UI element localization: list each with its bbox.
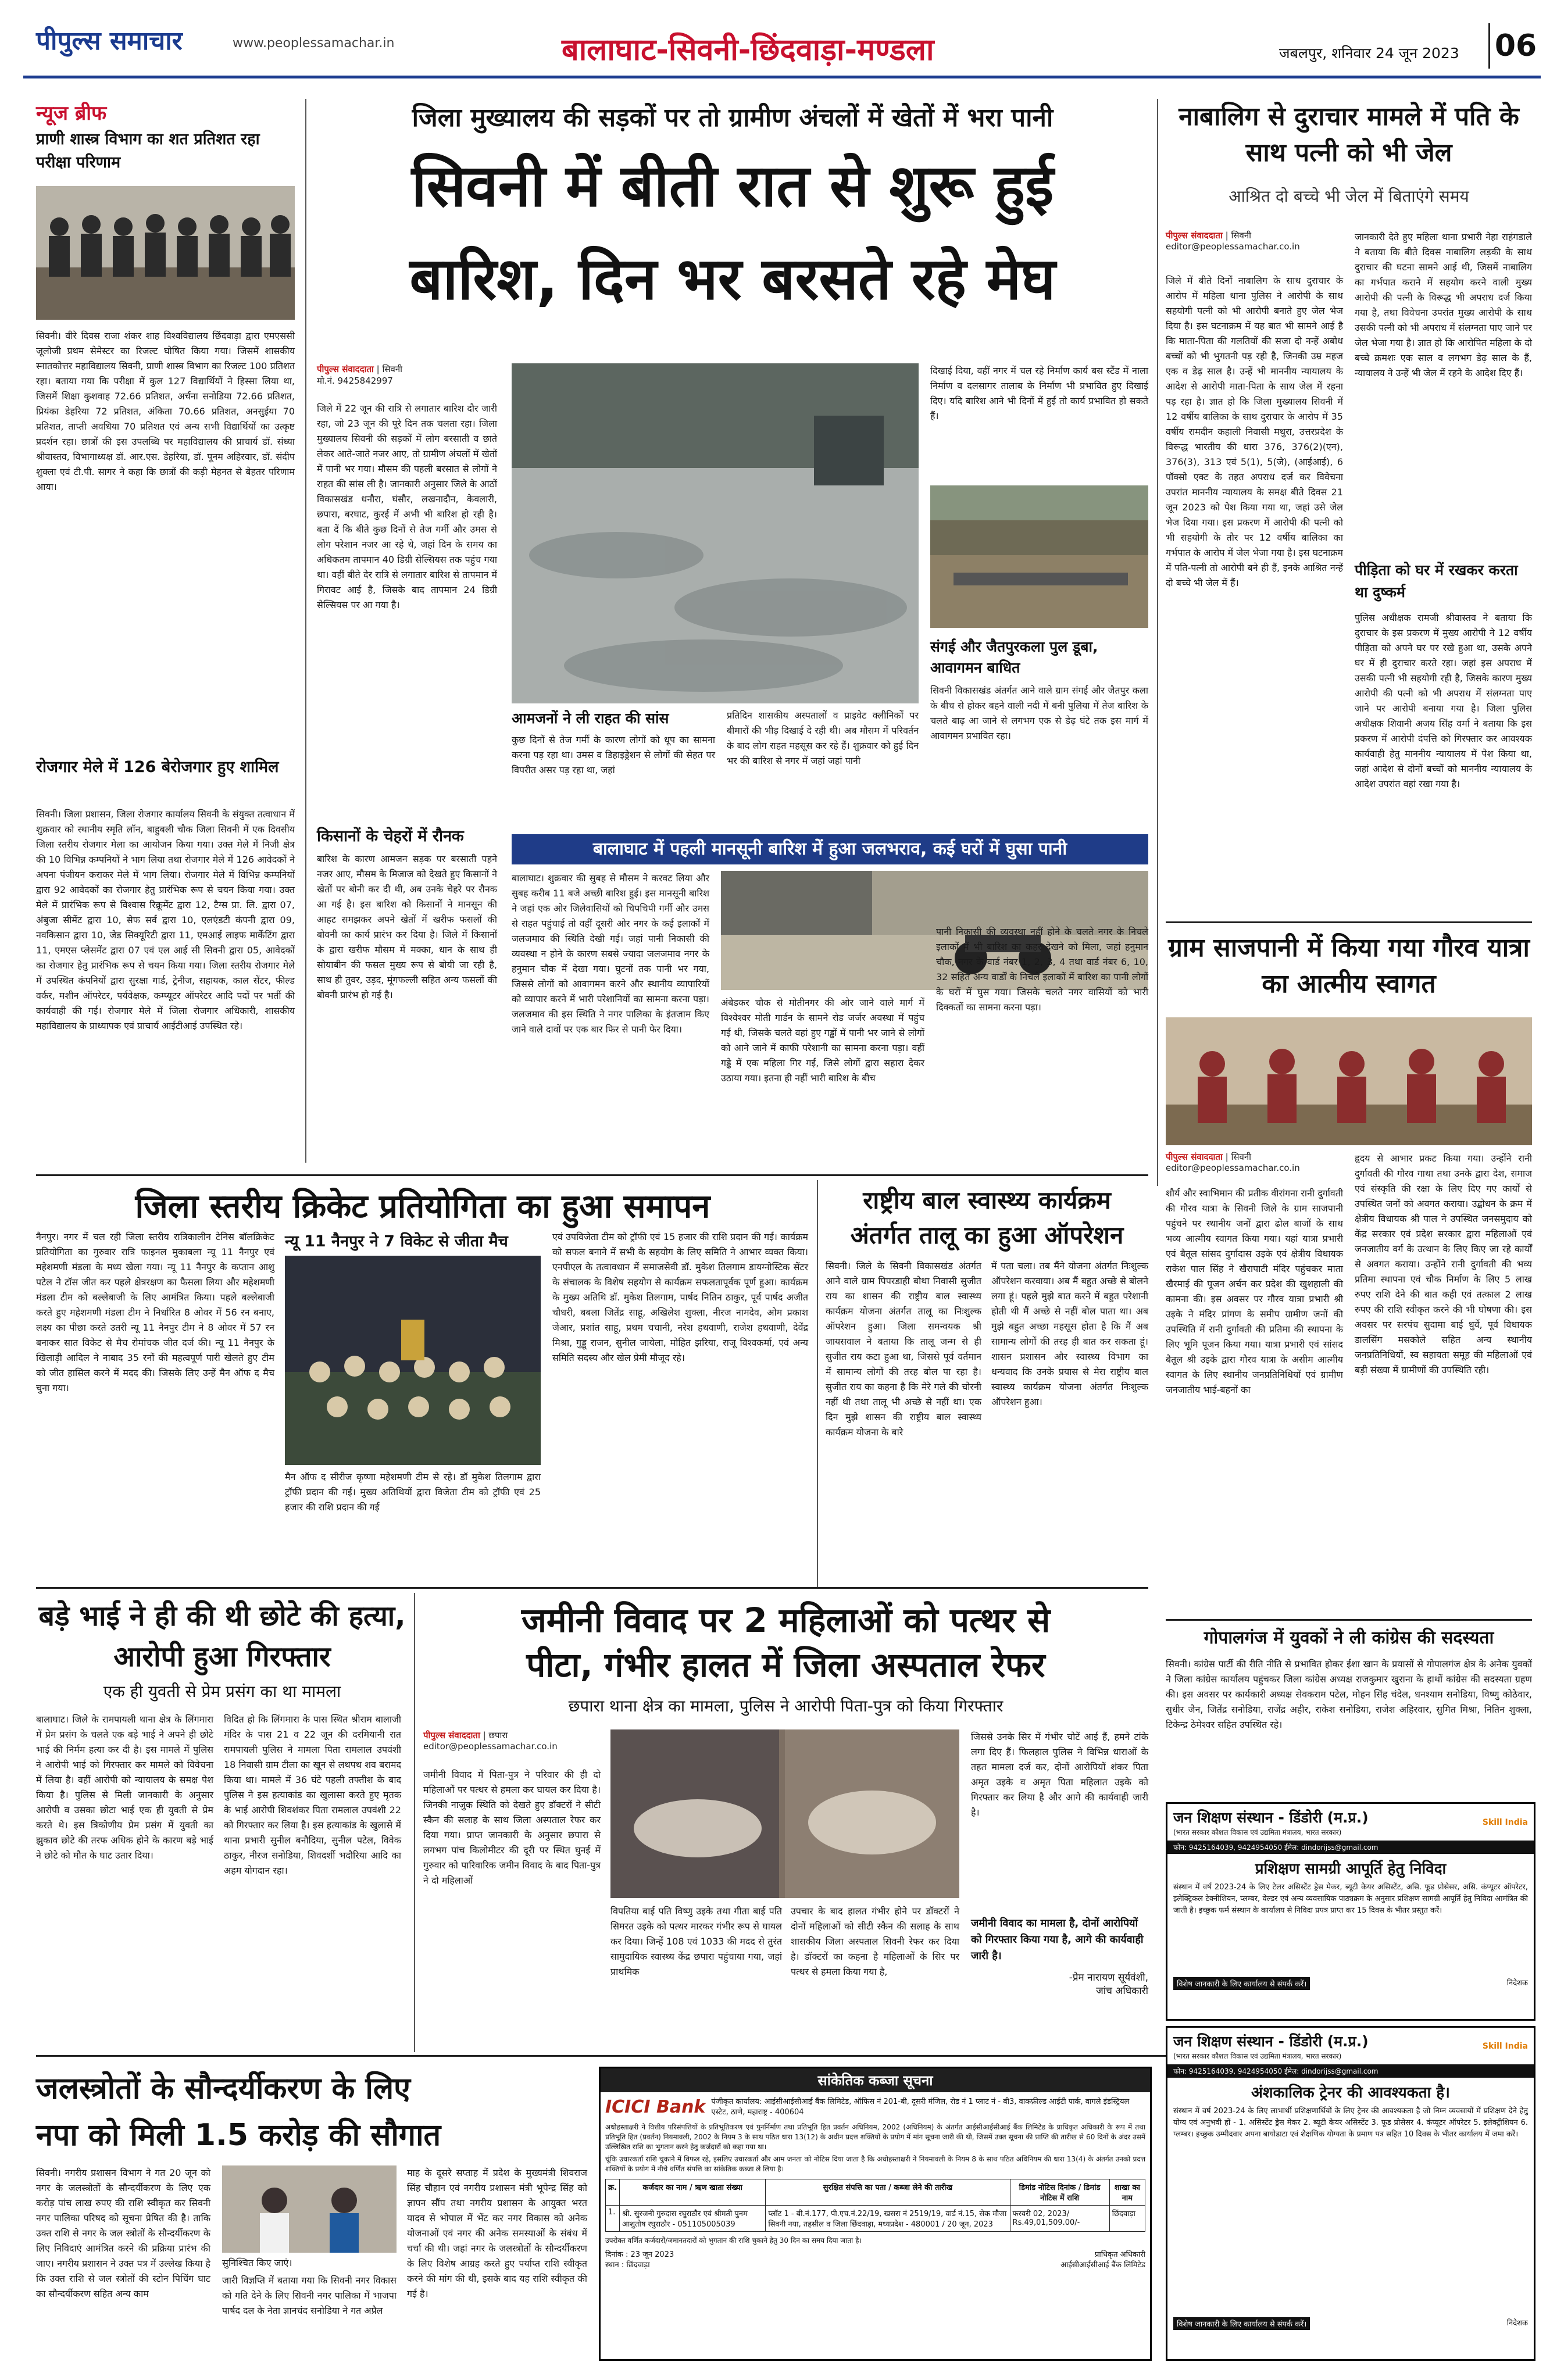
gaurav-byline: पीपुल्स संवाददाता | सिवनी editor@peoplessamachar.co.in xyxy=(1166,1152,1300,1173)
notice-td-2: प्लॉट 1 - बी.नं.177, पी.एच.नं.22/19, खसरा नं 2519/19, वार्ड नं.15, सेक मौजा सिवनी नया, तहसील व जिला छिंदवाड़ा, मध्यप्रदेश - 480001 / 20 जून, 2023 xyxy=(766,2206,1010,2232)
murder-headline: बड़े भाई ने ही की थी छोटे की हत्या, आरोपी हुआ गिरफ्तार xyxy=(38,1600,406,1673)
land-col-1: जमीनी विवाद में पिता-पुत्र ने परिवार की ही दो महिलाओं पर पत्थर से हमला कर घायल कर दिया है। जिनकी नाजुक स्थिति को देखते हुए डॉक्टरों ने सीटी स्कैन की सलाह के साथ जिला अस्पताल रेफर कर दिया गया। प्राप्त जानकारी के अनुसार छपारा से लगभग पांच किलोमीटर की दूरी पर स्थित घुनई में गुरुवार को पारिवारिक जमीन विवाद के बाद पिता-पुत्र ने दो महिलाओं xyxy=(423,1769,604,1886)
lead-side-box xyxy=(930,637,1152,805)
bal-col-1: सिवनी। जिले के सिवनी विकासखंड अंतर्गत आने वाले ग्राम पिपरडाही बोथा निवासी सुजीत राय का शासन की राष्ट्रीय बाल स्वास्थ्य कार्यक्रम योजना अंतर्गत तालू का निःशुल्क ऑपरेशन हुआ। जिला समन्वयक श्री जायसवाल ने बताया कि तालू जन्म से ही सुजीत राय कटा हुआ था, जिससे पूर्व वर्तमान में सामान्य लोगों की तरह बोल पा रहा है। सुजीत राय का कहना है कि मेरे गले की चोरनी नहीं थी तथा तालू भी अच्छे से नहीं था। एक दिन मुझे शासन की राष्ट्रीय बाल स्वास्थ्य कार्यक्रम योजना के बारे xyxy=(826,1260,985,1438)
gopalganj-headline: गोपालगंज में युवकों ने ली कांग्रेस की सदस्यता xyxy=(1204,1628,1494,1648)
brief-1-body: सिवनी। वीरे दिवस राजा शंकर शाह विश्वविद्यालय छिंदवाड़ा द्वारा एमएससी जूलोजी प्रथम सेमेस्टर का रिजल्ट घोषित किया गया। जिसमें शासकीय स्नातकोत्तर महाविद्यालय सिवनी, प्राणी शास्त्र विभाग का रिजल्ट 100 प्रतिशत रहा। बताया गया कि परीक्षा में कुल 127 विद्यार्थियों ने हिस्सा लिया था, जिसमें शिक्षा कुशवाह 72.66 प्रतिशत, अर्चना सनोडिया 72.66 प्रतिशत, प्रियंका डेहरिया 72 प्रतिशत, अंकिता 70.66 प्रतिशत, अनसुईया 70 प्रतिशत, ताप्ती अवधिया 70 प्रतिशत एवं अन्य सभी विद्यार्थियों का उत्कृष्ट प्रदर्शन रहा। छात्रों की इस उपलब्धि पर महाविद्यालय की प्राचार्य डॉ. संध्या श्रीवास्तव, विभागाध्यक्ष डॉ. आर.एस. डेहरिया, डॉ. पूनम अहिरवार, डॉ. संदीप शुक्ला एवं टी.पी. सागर ने कहा कि छात्रों की कड़ी मेहनत से बेहतर परिणाम आया। xyxy=(36,330,298,492)
ad2-footer-right: निदेशक xyxy=(1506,2319,1528,2328)
cricket-col-1: नैनपुर। नगर में चल रही जिला स्तरीय रात्रिकालीन टेनिस बॉलक्रिकेट प्रतियोगिता का गुरुवार रात्रि फाइनल मुकाबला न्यू 11 नैनपुर एवं महेशमणी मंडला के मध्य खेला गया। न्यू 11 नैनपुर के कप्तान आशु पटेल ने टॉस जीत कर पहले क्षेत्ररक्षण का फैसला लिया और महेशमणी मंडला टीम को बल्लेबाजी के लिए आमंत्रित किया। पहले बल्लेबाजी करते हुए महेशमणी मंडला टीम ने निर्धारित 8 ओवर में 56 रन बनाए, लक्ष्य का पीछा करते उतरी न्यू 11 नैनपुर टीम ने 8 ओवर में 57 रन बनाकर सात विकेट से मैच रोमांचक जीत दर्ज की। न्यू 11 नैनपुर के खिलाड़ी आदिल ने नाबाद 35 रनों की महत्वपूर्ण पारी खेलते हुए टीम को जीत हासिल करने में मदद की। जिसके लिए उन्हें मैन ऑफ द मैच चुना गया। xyxy=(36,1231,278,1393)
murder-rule xyxy=(414,1593,415,2052)
notice-td-1: श्री. सुरजनी गुरुदास रघुराठौर एवं श्रीमती पुनम आशुतोष रघुराठौर - 051105005039 xyxy=(619,2206,765,2232)
land-byline-name: पीपुल्स संवाददाता xyxy=(423,1730,480,1741)
ad2-org-sub: (भारत सरकार कौशल विकास एवं उद्यमिता मंत्रालय, भारत सरकार) xyxy=(1173,2052,1342,2060)
land-byline: पीपुल्स संवाददाता | छपारा editor@peoplessamachar.co.in xyxy=(423,1730,558,1752)
notice-sign-1: प्राधिकृत अधिकारी xyxy=(1095,2250,1145,2259)
right-top-sub-2: पीड़िता को घर में रखकर करता था दुष्कर्म xyxy=(1355,562,1518,601)
land-headline-1: जमीनी विवाद पर 2 महिलाओं को पत्थर से xyxy=(521,1600,1051,1640)
column-rule-right xyxy=(1157,99,1158,1186)
masthead xyxy=(0,0,1557,69)
balaghat-banner: बालाघाट में पहली मानसूनी बारिश में हुआ जलभराव, कई घरों में घुसा पानी xyxy=(512,834,1148,864)
notice-row xyxy=(606,2206,1145,2232)
ad2-skill-india: Skill India xyxy=(1482,2041,1528,2051)
notice-td-4: छिंदवाड़ा xyxy=(1109,2206,1145,2232)
notice-table xyxy=(605,2179,1145,2232)
right-top-headline: नाबालिग से दुराचार मामले में पति के साथ पत्नी को भी जेल xyxy=(1179,102,1519,167)
cricket-headline: जिला स्तरीय क्रिकेट प्रतियोगिता का हुआ समापन xyxy=(135,1188,710,1225)
right-top-sub: आश्रित दो बच्चे भी जेल में बिताएंगे समय xyxy=(1229,187,1469,206)
icici-logo: ICICI Bank xyxy=(605,2097,706,2117)
murder-col-2: विदित हो कि लिंगमारा के पास स्थित श्रीराम बालाजी मंदिर के पास 21 व 22 जून की दरमियानी रात रामपायली पुलिस ने मामला पिता रामलाल उपवंशी 18 निवासी ग्राम टीला का खून से लथपथ शव बरामद किया था। मामले में 36 घंटे पहली तफ्तीश के बाद पुलिस ने इस हत्याकांड का खुलासा करते हुए मृतक के भाई आरोपी शिवशंकर पिता रामलाल उपवंशी 22 को गिरफ्तार कर लिया है। इस हत्याकांड के खुलासे में थाना प्रभारी सुनील बनौदिया, सुनील पटेल, विवेक ठाकुर, नीरज सनोडिया, शिवदर्शी भदौरिया आदि का अहम योगदान रहा। xyxy=(224,1714,405,1876)
land-photo xyxy=(610,1729,959,1898)
ad2-footer-left: विशेष जानकारी के लिए कार्यालय से संपर्क करें। xyxy=(1173,2317,1310,2330)
land-email: editor@peoplessamachar.co.in xyxy=(423,1741,558,1752)
cricket-col-2: एवं उपविजेता टीम को ट्रॉफी एवं 15 हजार की राशि प्रदान की गई। कार्यक्रम को सफल बनाने में सभी के सहयोग के लिए समिति ने आभार व्यक्त किया। एनपीएल के तत्वावधान में समाजसेवी डॉ. मुकेश तिलगाम डायग्नोस्टिक सेंटर के संचालक के विशेष सहयोग से कार्यक्रम सफलतापूर्वक पूर्ण हुआ। कार्यक्रम के मुख्य अतिथि डॉ. मुकेश तिलगाम, पार्षद नितिन ठाकुर, पूर्व पार्षद अजीत चौधरी, बबला जितेंद्र साहू, अखिलेश शुक्ला, नीरज नामदेव, ओम प्रकाश जेआर, प्रशांत साहू, प्रथम चचानी, नरेश हथवाणी, राजेश हथवाणी, देवेंद्र मिश्रा, गुड्डू राजन, सुनील जायेला, मोहित झरिया, राजू विश्वकर्मा, एवं अन्य समिति सदस्य और खेल प्रेमी मौजूद रहे। xyxy=(552,1231,812,1363)
lead-byline-place: सिवनी xyxy=(382,364,403,374)
lead-mobile: मो.नं. 9425842997 xyxy=(317,376,393,386)
right-top-byline: पीपुल्स संवाददाता | सिवनी editor@peoplessamachar.co.in xyxy=(1166,230,1300,252)
jal-headline-2: नपा को मिली 1.5 करोड़ की सौगात xyxy=(36,2118,441,2153)
ad2-title: अंशकालिक ट्रेनर की आवश्यकता है। xyxy=(1251,2084,1450,2102)
ad1-skill-india: Skill India xyxy=(1482,1817,1528,1827)
balaghat-col-1: बालाघाट। शुक्रवार की सुबह से मौसम ने करवट लिया और सुबह करीब 11 बजे अच्छी बारिश हुई। इस मानसूनी बारिश ने जहां एक ओर जिलेवासियों को चिपचिपी गर्मी और उमस से राहत पहुंचाई तो वहीं दूसरी ओर नगर के कई इलाकों में जलजमाव की स्थिति देखी गई। जहां पानी निकासी की व्यवस्था न होने के कारण सबसे ज्यादा जलजमाव नगर के हनुमान चौक में देखा गया। घुटनों तक पानी भर गया, जिससे लोगों को आवागमन करने और स्थानीय व्यापारियों को व्यापार करने में भारी परेशानियों का सामना करना पड़ा। जलजमाव की इस स्थिति ने नगर पालिका के इंतजाम किए जाने वाले दावों पर एक बार फिर से पानी फेर दिया। xyxy=(512,873,713,1035)
gaurav-photo xyxy=(1166,1017,1532,1145)
notice-date: दिनांक : 23 जून 2023 xyxy=(605,2250,674,2259)
land-sub: छपारा थाना क्षेत्र का मामला, पुलिस ने आरोपी पिता-पुत्र को किया गिरफ्तार xyxy=(568,1696,1004,1716)
lead-col-1b: बारिश के कारण आमजन सड़क पर बरसाती पहने नजर आए, मौसम के मिजाज को देखते हुए किसानों ने खेतों पर बोनी कर दी थी, अब उनके चेहरे पर रौनक आ गई है। इस बारिश को किसानों ने मानसून की आहट समझकर अपने खेतों में खरीफ फसलों की बोवनी का कार्य प्रारंभ कर दिया है। जिले में किसानों के द्वारा खरीफ मौसम में मक्का, धान के साथ ही सोयाबीन की फसल मुख्य रूप से बोयी जा रही है, साथ ही तुवर, उड़द, मूंगफल्ली सहित अन्य फसलों की बोवनी प्रारंभ हो गई है। xyxy=(317,853,501,1000)
lead-photo-bridge xyxy=(930,485,1148,628)
land-col-3: जिससे उनके सिर में गंभीर चोटें आई हैं, हमने टांके लगा दिए हैं। फिलहाल पुलिस ने विभिन्न धाराओं के तहत मामला दर्ज कर, दोनों आरोपियों शंकर पिता अमृत उइके व अमृत पिता महिलात उइके को गिरफ्तार कर लिया है और आगे की कार्यवाही जारी है। xyxy=(971,1731,1152,1818)
notice-th-2: सुरक्षित संपत्ति का पता / कब्जा लेने की तारीख xyxy=(766,2179,1010,2206)
gaurav-byline-place: सिवनी xyxy=(1231,1152,1252,1162)
gaurav-byline-name: पीपुल्स संवाददाता xyxy=(1166,1152,1223,1162)
notice-title: सांकेतिक कब्जा सूचना xyxy=(601,2068,1150,2092)
ad1-text: संस्थान में वर्ष 2023-24 के लिए टेलर असिस्टेंट ड्रेस मेकर, ब्यूटी केयर असिस्टेंट, असि. फूड प्रोसेसर, असि. कंप्यूटर ऑपरेटर, इलेक्ट्रिकल टेक्नीशियन, प्लम्बर, वेल्डर एवं अन्य व्यवसायिक पाठ्यक्रम के अनुसार प्रशिक्षण सामग्री आपूर्ति हेतु निविदा आमंत्रित की जाती है। इच्छुक फर्म संस्थान के कार्यालय से निविदा प्रपत्र प्राप्त कर 15 दिवस के भीतर प्रस्तुत करें। xyxy=(1173,1883,1528,1915)
balaghat-col-3: पानी निकासी की व्यवस्था नहीं होने के चलते नगर के निचले इलाकों में भी बारिश का कहर देखने को मिला, जहां हनुमान चौक, नगर के वार्ड नंबर 1, 2, 3, 4 तथा वार्ड नंबर 6, 10, 32 सहित अन्य वार्डों के निचले इलाकों में बारिश का पानी लोगों के घरों में घुस गया। जिसके चलते नगर वासियों को भारी दिक्कतों का सामना करना पड़ा। xyxy=(936,926,1152,1013)
ad2-text: संस्थान में वर्ष 2023-24 के लिए लाभार्थी प्रशिक्षणार्थियों के लिए ट्रेनर की आवश्यकता है जो निम्न व्यवसायों में प्रशिक्षण देने हेतु योग्य एवं अनुभवी हों - 1. असिस्टेंट ड्रेस मेकर 2. ब्यूटी केयर असिस्टेंट 3. फूड प्रोसेसर 4. कंप्यूटर ऑपरेटर 5. इलेक्ट्रीशियन 6. प्लम्बर। इच्छुक उम्मीदवार अपना बायोडाटा एवं शैक्षणिक योग्यता के प्रमाण पत्र सहित 10 दिवस के भीतर कार्यालय में जमा करें। xyxy=(1173,2107,1528,2139)
notice-sign-2: आईसीआईसीआई बैंक लिमिटेड xyxy=(1060,2261,1145,2270)
land-headline-2: पीटा, गंभीर हालत में जिला अस्पताल रेफर xyxy=(526,1645,1045,1685)
masthead-rule xyxy=(23,76,1541,78)
lead-photo-caption: आमजनों ने ली राहत की सांस xyxy=(512,710,669,727)
lead-box-text: सिवनी विकासखंड अंतर्गत आने वाले ग्राम संगई और जैतपुर कला के बीच से होकर बहने वाली नदी में बनी पुलिया में तेज बारिश के चलते बाढ़ आ जाने से लगभग एक से डेढ़ घंटे तक इस मार्ग में आवागमन प्रभावित रहा। xyxy=(930,685,1152,741)
lead-photo-street xyxy=(512,363,919,703)
notice-th-4: शाखा का नाम xyxy=(1109,2179,1145,2206)
land-quote xyxy=(971,1916,1148,2049)
brief-2-headline: रोजगार मेले में 126 बेरोजगार हुए शामिल xyxy=(36,758,279,776)
bal-col-2: में पता चला। तब मैंने योजना अंतर्गत निःशुल्क ऑपरेशन करवाया। अब मैं बहुत अच्छे से बोलने लगा हूं। पहले मुझे बात करने में बहुत परेशानी होती थी मैं अच्छे से नहीं बोल पाता था। अब मुझे बहुत अच्छा महसूस होता है कि मैं अब सामान्य लोगों की तरह ही बात कर सकता हूं। शासन प्रशासन और स्वास्थ्य विभाग का धन्यवाद कि उनके प्रयास से मेरा राष्ट्रीय बाल स्वास्थ्य कार्यक्रम योजना अंतर्गत निःशुल्क ऑपरेशन हुआ। xyxy=(991,1260,1152,1407)
trainer-ad xyxy=(1166,2026,1535,2361)
lead-byline-name: पीपुल्स संवाददाता xyxy=(317,364,374,374)
lead-col-3: प्रतिदिन शासकीय अस्पतालों व प्राइवेट क्लीनिकों पर बीमारों की भीड़ दिखाई दे रही थी। अब मौसम में परिवर्तन के बाद लोग राहत महसूस कर रहे हैं। शुक्रवार को हुई दिन भर की बारिश से नगर में जहां जहां पानी xyxy=(727,710,922,766)
notice-th-3: डिमांड नोटिस दिनांक / डिमांड नोटिस में राशि xyxy=(1010,2179,1109,2206)
brief-2-body: सिवनी। जिला प्रशासन, जिला रोजगार कार्यालय सिवनी के संयुक्त तत्वाधान में शुक्रवार को स्थानीय स्मृति लॉन, बाहुबली चौक जिला सिवनी में एक दिवसीय जिला स्तरीय रोजगार मेला का आयोजन किया गया। उक्त मेले में निजी क्षेत्र की 10 विभिन्न कम्पनियों ने भाग लिया तथा रोजगार मेले में 126 आवेदकों ने अपना पंजीयन कराकर मेले में भाग लिया। रोजगार मेले में विभिन्न कम्पनियों द्वारा 92 आवेदकों का रोजगार हेतु प्रारंभिक रूप से चयन किया गया। उक्त मेले में प्रारंभिक रूप से विश्वास रिक्रूमेंट द्वारा 12, टैग्स प्रा. लि. द्वारा 07, अंबुजा सीमेंट द्वारा 10, सेफ सर्व द्वारा 10, एलएंडटी कंपनी द्वारा 09, नवकिसान द्वारा 10, जेड सिक्यूरिटी द्वारा 11, एमआई लाइफ मार्केटिंग द्वारा 11, एमएस प्लेसमेंट द्वारा 07 एवं एल आई सी सिवनी द्वारा 05, आवेदकों का रोजगार हेतु प्रारंभिक रूप से चयन किया गया। जिला स्तरीय रोजगार मेले में उपस्थित कंपनियों द्वारा सुरक्षा गार्ड, ट्रेनीज, सहायक, काल सेंटर, फील्ड वर्कर, मशीन ऑपरेटर, पर्यवेक्षक, कम्प्यूटर ऑपरेटर आदि पदों पर भर्ती की कार्यवाही की गई। रोजगार मेले में जिला रोजगार अधिकारी, शासकीय महाविद्यालय के प्राध्यापक एवं प्राचार्य आईटीआई उपस्थित रहे। xyxy=(36,809,298,1031)
right-top-col-2: जानकारी देते हुए महिला थाना प्रभारी नेहा राहंगडाले ने बताया कि बीते दिवस नाबालिग लड़की के साथ दुराचार की घटना सामने आई थी, जिसमें नाबालिग का गर्भपात कराने में सहयोग करने वाली मुख्य आरोपी की पत्नी के विरूद्ध भी अपराध दर्ज किया गया है, तथा विवेचना उपरांत मुख्य आरोपी के साथ उसकी पत्नी को भी अपराध में संलग्नता पाए जाने पर जेल भेजा गया है। ज्ञात हो कि आरोपित महिला के दो बच्चे क्रमशः एक साल व लगभग डेढ़ साल के हैं, न्यायालय ने उन्हें भी जेल में रहने के आदेश दिए हैं। xyxy=(1355,231,1535,378)
notice-th-1: कर्जदार का नाम / ऋण खाता संख्या xyxy=(619,2179,765,2206)
ad1-phone: फोन: 9425164039, 9424954050 ईमेल: dindorijss@gmail.com xyxy=(1167,1841,1534,1854)
edition-title: बालाघाट-सिवनी-छिंदवाड़ा-मण्डला xyxy=(562,33,934,67)
notice-td-3: फरवरी 02, 2023/ Rs.49,01,509.00/- xyxy=(1010,2206,1109,2232)
notice-address: पंजीकृत कार्यालय: आईसीआईसीआई बैंक लिमिटेड, ऑफिस नं 201-बी, दूसरी मंजिल, रोड नं 1 प्लाट नं - बी3, वाकफ़ील्ड आईटी पार्क, वागले इंडस्ट्रियल एस्टेट, ठाणे, महाराष्ट्र - 400604 xyxy=(711,2097,1130,2117)
tender-ad xyxy=(1166,1802,1535,2021)
website: www.peoplessamachar.in xyxy=(233,36,395,51)
murder-sub: एक ही युवती से प्रेम प्रसंग का था मामला xyxy=(103,1682,341,1701)
bal-headline-1: राष्ट्रीय बाल स्वास्थ्य कार्यक्रम xyxy=(863,1186,1111,1214)
gaurav-rule xyxy=(1166,921,1532,923)
murder-col-1: बालाघाट। जिले के रामपायली थाना क्षेत्र के लिंगमारा में प्रेम प्रसंग के चलते एक बड़े भाई ने अपने ही छोटे भाई की निर्मम हत्या कर दी है। इस मामले में पुलिस ने आरोपी भाई को गिरफ्तार कर मामले को विवेचना में लिया है। वहीं आरोपी को न्यायालय के समक्ष पेश किया है। पुलिस से मिली जानकारी के अनुसार आरोपी व उसका छोटा भाई एक ही युवती से प्रेम करते थे। इस त्रिकोणीय प्रेम प्रसंग में युवती का झुकाव छोटे की तरफ अधिक होने के कारण बड़े भाई ने छोटे को मौत के घाट उतार दिया। xyxy=(36,1714,217,1861)
jal-photo xyxy=(222,2165,397,2253)
land-quote-role: जांच अधिकारी xyxy=(1096,1985,1148,1997)
ad1-footer-right: निदेशक xyxy=(1506,1979,1528,1988)
middle-band-rule xyxy=(36,1174,1148,1176)
land-photo-caption: विपतिया बाई पति विष्णु उइके तथा गीता बाई पति सिमरत उइके को पत्थर मारकर गंभीर रूप से घायल कर दिया। जिन्हें 108 एवं 1033 की मदद से तुरंत सामुदायिक स्वास्थ्य केंद्र छपारा पहुंचाया गया, जहां प्राथमिक xyxy=(610,1906,785,1977)
brief-1-headline: प्राणी शास्त्र विभाग का शत प्रतिशत रहा परीक्षा परिणाम xyxy=(36,130,260,171)
column-rule xyxy=(305,99,306,1163)
ad2-org: जन शिक्षण संस्थान - डिंडोरी (म.प्र.) xyxy=(1173,2033,1369,2050)
gaurav-headline: ग्राम साजपानी में किया गया गौरव यात्रा का आत्मीय स्वागत xyxy=(1168,933,1530,999)
logo: पीपुल्स समाचार xyxy=(36,26,183,56)
lead-byline: पीपुल्स संवाददाता | सिवनी मो.नं. 9425842997 xyxy=(317,364,403,386)
lead-box-title: संगई और जैतपुरकला पुल डूबा, आवागमन बाधित xyxy=(930,638,1098,676)
ad1-org-sub: (भारत सरकार कौशल विकास एवं उद्यमिता मंत्रालय, भारत सरकार) xyxy=(1173,1828,1342,1836)
notice-place: स्थान : छिंदवाड़ा xyxy=(605,2261,650,2270)
gaurav-email: editor@peoplessamachar.co.in xyxy=(1166,1163,1300,1173)
notice-td-0: 1. xyxy=(606,2206,620,2232)
page-number: 06 xyxy=(1488,23,1541,69)
bal-headline-2: अंतर्गत तालू का हुआ ऑपरेशन xyxy=(850,1221,1124,1249)
right-top-byline-name: पीपुल्स संवाददाता xyxy=(1166,230,1223,241)
lead-headline-1: सिवनी में बीती रात से शुरू हुई xyxy=(411,152,1054,220)
lead-col-2: कुछ दिनों से तेज गर्मी के कारण लोगों को धूप का सामना करना पड़ रहा था। उमस व डिहाइड्रेशन से लोगों की सेहत पर विपरीत असर पड़ रहा था, जहां xyxy=(512,734,719,776)
right-top-col-3: पुलिस अधीक्षक रामजी श्रीवास्तव ने बताया कि दुराचार के इस प्रकरण में मुख्य आरोपी ने 12 वर्षीय पीड़िता को अपने घर पर रखे हुआ था, उसके अपने घर में ही दुराचार करते रहा। जहां इस अपराध में उसकी पत्नी भी सहयोगी रही है, जिसके कारण मुख्य आरोपी की पत्नी को भी अपराध में संलग्नता पाए जाने पर आरोपी बनाया गया है। जिला पुलिस अधीक्षक शिवानी अजय सिंह वर्मा ने बताया कि इस प्रकरण में आरोपी दंपत्ति को गिरफ्तार कर आवश्यक कार्यवाही हेतु माननीय न्यायालय में पेश किया था, जहां आदेश से दोनों बच्चों को माननीय न्यायालय के आदेश उपरांत वहां रखा गया है। xyxy=(1355,612,1535,789)
jal-col-1: सिवनी। नगरीय प्रशासन विभाग ने गत 20 जून को नगर के जलस्त्रोतों के सौन्दर्यीकरण के लिए एक करोड़ पांच लाख रुपए की राशि स्वीकृत कर सिवनी नगर पालिका परिषद को सूचना प्रेषित की है। ताकि उक्त राशि से नगर के जल स्त्रोतों के सौन्दर्यीकरण के लिए निविदाएं आमंत्रित करने की प्रक्रिया प्रारंभ की जाए। नगरीय प्रशासन ने उक्त पत्र में उल्लेख किया है कि उक्त राशि से जल स्त्रोतों की स्टोन पिचिंग घाट का सौन्दर्यीकरण सहित अन्य काम xyxy=(36,2167,214,2299)
gopalganj-text: सिवनी। कांग्रेस पार्टी की रीति नीति से प्रभावित होकर ईशा खान के प्रयासों से गोपालगंज क्षेत्र के अनेक युवकों ने जिला कांग्रेस कार्यालय पहुंचकर जिला कांग्रेस अध्यक्ष राजकुमार खुराना के हाथों कांग्रेस की सदस्यता ग्रहण की। इस अवसर पर कार्यकारी अध्यक्ष सेवकराम पटेल, मोहन सिंह चंदेल, धनश्याम सनोडिया, विष्णु कोठेवार, सुधीर जैन, जितेंद्र सनोडिया, राजेंद्र अहीर, राकेश सनोडिया, राजेश अहिरवार, सुमित मिश्रा, नितिन शुक्ला, टिकेन्द्र ठेमेश्वर सहित उपस्थित रहे। xyxy=(1166,1659,1535,1730)
edition-date: जबलपुर, शनिवार 24 जून 2023 xyxy=(1279,45,1459,62)
possession-notice xyxy=(599,2067,1152,2361)
land-quote-text: जमीनी विवाद का मामला है, दोनों आरोपियों को गिरफ्तार किया गया है, आगे की कार्यवाही जारी है। xyxy=(971,1917,1144,1962)
ad1-title: प्रशिक्षण सामग्री आपूर्ति हेतु निविदा xyxy=(1255,1860,1447,1878)
brief-1-photo xyxy=(36,186,295,320)
cricket-rule xyxy=(817,1180,818,1587)
lead-col-1: जिले में 22 जून की रात्रि से लगातार बारिश दौर जारी रहा, जो 23 जून की पूरे दिन तक चलता रहा। जिला मुख्यालय सिवनी की सड़कों में लोग बरसाती व छाते लेकर आते-जाते नजर आए, तो ग्रामीण अंचलों में खेतों में पानी भर गया। मौसम की पहली बरसात से लोगों ने राहत की सांस ली है। जानकारी अनुसार जिले के आठों विकासखंड धनौरा, घंसौर, लखनादौन, केवलारी, छपारा, बरघाट, कुरई में अभी भी बारिश हो रही है। बता दें कि बीते कुछ दिनों से तेज गर्मी और उमस से लोग परेशान नजर आ रहे थे, जहां दिन के समय का अधिकतम तापमान 40 डिग्री सेल्सियस तक पहुंच गया था। वहीं बीते देर रात्रि से लगातार बारिश से तापमान में गिरावट आई है, जिसके बाद तापमान 24 डिग्री सेल्सियस पर आ गया है। xyxy=(317,403,501,610)
land-quote-name: -प्रेम नारायण सूर्यवंशी, xyxy=(1069,1972,1148,1984)
lead-sub-1: किसानों के चेहरों में रौनक xyxy=(317,827,464,845)
balaghat-col-2: अंबेडकर चौक से मोतीनगर की ओर जाने वाले मार्ग में विश्वेश्वर मोती गार्डन के सामने रोड जर्जर अवस्था में पहुंच गई थी, जिसके चलते वहां हुए गड्ढों में पानी भर जाने से लोगों को आने जाने में काफी परेशानी का सामना करना पड़ा। वहीं गड्ढे में एक महिला गिर गई, जिसे लोगों द्वारा सहारा देकर उठाया गया। इतना ही नहीं भारी बारिश के बीच xyxy=(721,997,928,1084)
right-top-col-1: जिले में बीते दिनों नाबालिग के साथ दुराचार के आरोप में महिला थाना पुलिस ने आरोपी के साथ सहयोगी पत्नी को भी आरोपी बनाते हुए जेल भेज दिया है। इस घटनाक्रम में यह बात भी सामने आई है कि माता-पिता की गलतियों की सजा दो नन्हें अबोध बच्चों को भी भुगतनी पड़ रही है, जिनकी उम्र महज एक व डेढ़ साल है। उन्हें भी माननीय न्यायालय के आदेश से आरोपी माता-पिता के साथ जेल में रहना पड़ रहा है। ज्ञात हो कि जिला मुख्यालय सिवनी में 12 वर्षीय बालिका के साथ दुराचार के आरोप में 35 वर्षीय रामदीन कहाली निवासी मथुरा, उत्तरप्रदेश के विरूद्ध भारतीय की धारा 376, 376(2)(एन), 376(3), 313 एवं 5(1), 5(जे), (आईआई), 6 पॉक्सो एक्ट के तहत अपराध दर्ज कर विवेचना उपरांत माननीय न्यायालय के समक्ष बीते दिवस 21 जून 2023 को पेश किया गया था, जहां उसे जेल भेज दिया गया। इस प्रकरण में आरोपी की पत्नी को भी सहयोगी के तौर पर 12 वर्षीय बालिका का गर्भपात के आरोप में जेल भेजा गया है। इस घटनाक्रम में पति-पत्नी तो आरोपी बने ही हैं, इनके आश्रित नन्हें दो बच्चे भी जेल में हैं। xyxy=(1166,275,1347,588)
lower-band-rule xyxy=(36,1587,1148,1589)
ad1-org: जन शिक्षण संस्थान - डिंडोरी (म.प्र.) xyxy=(1173,1809,1369,1826)
news-brief-2 xyxy=(36,756,298,1163)
lead-col-4: दिखाई दिया, वहीं नगर में चल रहे निर्माण कार्य बस स्टैंड में नाला निर्माण व दलसागर तालाब के निर्माण भी प्रभावित हुए दिखाई दिए। यदि बारिश आने भी दिनों में हुई तो कार्य प्रभावित हो सकते हैं। xyxy=(930,365,1152,421)
cricket-photo-caption: मैन ऑफ द सीरीज कृष्णा महेशमणी टीम से रहे। डॉ मुकेश तिलगाम द्वारा ट्रॉफी प्रदान की गई। मुख्य अतिथियों द्वारा विजेता टीम को ट्रॉफी एवं 25 हजार की राशि प्रदान की गई xyxy=(285,1471,544,1513)
notice-para-1: अधोहस्ताक्षरी ने वित्तीय परिसंपत्तियों के प्रतिभूतिकरण एवं पुनर्निर्माण तथा प्रतिभूति हित प्रवर्तन अधिनियम, 2002 (अधिनियम) के अंतर्गत आईसीआईसीआई बैंक लिमिटेड के प्राधिकृत अधिकारी के रूप में तथा प्रतिभूति हित (प्रवर्तन) नियमावली, 2002 के नियम 3 के साथ पठित धारा 13(12) के अधीन प्रदत्त शक्तियों के प्रयोग में मांग सूचना जारी की थी, जिसमें उक्त सूचना की प्राप्ति की तारीख से 60 दिनों के अंदर उसमें उल्लिखित राशि का भुगतान करने हेतु कर्जदारों को कहा गया था। xyxy=(605,2123,1145,2151)
land-byline-place: छपारा xyxy=(488,1730,508,1741)
news-brief-1 xyxy=(36,128,298,756)
jal-headline-1: जलस्त्रोतों के सौन्दर्यीकरण के लिए xyxy=(36,2071,410,2106)
gaurav-col-2: हृदय से आभार प्रकट किया गया। उन्होंने रानी दुर्गावती की गौरव गाथा तथा उनके द्वारा देश, समाज एवं संस्कृति की रक्षा के लिए दिए गए कार्यों से उपस्थित जनों को अवगत कराया। उद्बोधन के क्रम में क्षेत्रीय विधायक श्री पाल ने उपस्थित जनसमुदाय को केंद्र सरकार एवं प्रदेश सरकार द्वारा महिलाओं एवं जनजातीय वर्ग के उत्थान के लिए किए जा रहे कार्यों से अवगत कराया। उन्होंने रानी दुर्गावती की भव्य प्रतिमा स्थापना एवं चौक निर्माण के लिए 5 लाख रुपए राशि देने की बात कही एवं तत्काल 2 लाख रुपए की राशि स्वीकृत करने की भी घोषणा की। इस अवसर पर सरपंच सुदामा बाई धुर्वे, पूर्व विधायक डालसिंग मसकोले सहित अन्य स्थानीय जनप्रतिनिधियों, स्व सहायता समूह की महिलाओं एवं बड़ी संख्या में ग्रामीणों की उपस्थिति रही। xyxy=(1355,1153,1535,1375)
right-top-byline-place: सिवनी xyxy=(1231,230,1252,241)
ad1-footer-left: विशेष जानकारी के लिए कार्यालय से संपर्क करें। xyxy=(1173,1977,1310,1990)
gopalganj-rule xyxy=(1166,1619,1532,1621)
notice-para-2: चूंकि उधारकर्ता राशि चुकाने में विफल रहे, इसलिए उधारकर्ता और आम जनता को नोटिस दिया जाता है कि अधोहस्ताक्षरी ने नियमावली के नियम 8 के साथ पठित अधिनियम की धारा 13(4) के अंतर्गत उनको प्रदत्त शक्तियों के प्रयोग में नीचे वर्णित संपत्ति का सांकेतिक कब्जा ले लिया है। xyxy=(605,2155,1145,2173)
land-col-2: उपचार के बाद हालत गंभीर होने पर डॉक्टरों ने दोनों महिलाओं को सीटी स्कैन की सलाह के साथ शासकीय जिला अस्पताल सिवनी रेफर कर दिया है। डॉक्टरों का कहना है महिलाओं के सिर पर पत्थर से हमला किया गया है, xyxy=(791,1906,963,1977)
ad2-phone: फोन: 9425164039, 9424954050 ईमेल: dindorijss@gmail.com xyxy=(1167,2064,1534,2078)
cricket-photo xyxy=(285,1256,541,1465)
lead-kicker: जिला मुख्यालय की सड़कों पर तो ग्रामीण अंचलों में खेतों में भरा पानी xyxy=(412,103,1054,133)
gaurav-col-1: शौर्य और स्वाभिमान की प्रतीक वीरांगना रानी दुर्गावती की गौरव यात्रा के सिवनी जिले के ग्राम साजपानी पहुंचने पर स्थानीय जनों द्वारा ढोल बाजों के साथ भव्य आत्मीय स्वागत किया गया। यहां यात्रा प्रभारी एवं बैतूल सांसद दुर्गादास उइके एवं क्षेत्रीय विधायक राकेश पाल सिंह ने खैरापाटी मंदिर पहुंचकर माता खैरमाई की पूजन अर्चन कर प्रदेश की खुशहाली की कामना की। इस अवसर पर गौरव यात्रा प्रभारी श्री उइके ने मंदिर प्रांगण के समीप ग्रामीण जनों की उपस्थिति में रानी दुर्गावती की प्रतिमा की स्थापना के लिए भूमि पूजन किया गया। यात्रा प्रभारी एवं सांसद बैतूल श्री उइके द्वारा गौरव यात्रा के असीम आत्मीय स्वागत के लिए स्थानीय जनप्रतिनिधियों एवं ग्रामीण जनजातीय भाई-बहनों का xyxy=(1166,1188,1347,1395)
notice-footer: उपरोक्त वर्णित कर्जदारों/जमानतदारों को भुगतान की राशि चुकाने हेतु 30 दिन का समय दिया जाता है। xyxy=(605,2236,862,2245)
jal-col-3: माह के दूसरे सप्ताह में प्रदेश के मुख्यमंत्री शिवराज सिंह चौहान एवं नगरीय प्रशासन मंत्री भूपेन्द्र सिंह को ज्ञापन सौंप तथा नगरीय प्रशासन के आयुक्त भरत यादव से भोपाल में भेंट कर नगर विकास को अनेक योजनाओं एवं नगर की अनेक समस्याओं के संबंध में चर्चा की थी। जहां नगर के जलस्त्रोतों के सौन्दर्यीकरण के लिए विशेष आग्रह करते हुए पर्याप्त राशि स्वीकृत करने की मांग की थी, इसके बाद यह राशि स्वीकृत की गई है। xyxy=(407,2167,591,2299)
jal-photo-caption: सुनिश्चित किए जाएं। xyxy=(222,2257,292,2268)
news-brief-label: न्यूज ब्रीफ xyxy=(36,102,107,125)
lead-headline-2: बारिश, दिन भर बरसते रहे मेघ xyxy=(409,245,1056,313)
notice-th-0: क्र. xyxy=(606,2179,620,2206)
cricket-sub: न्यू 11 नैनपुर ने 7 विकेट से जीता मैच xyxy=(285,1232,508,1250)
jal-col-2: जारी विज्ञप्ति में बताया गया कि सिवनी नगर विकास को गति देने के लिए सिवनी नगर पालिका में भाजपा पार्षद दल के नेता ज्ञानचंद सनोडिया ने गत अप्रैल xyxy=(222,2275,400,2316)
right-top-email: editor@peoplessamachar.co.in xyxy=(1166,241,1300,252)
